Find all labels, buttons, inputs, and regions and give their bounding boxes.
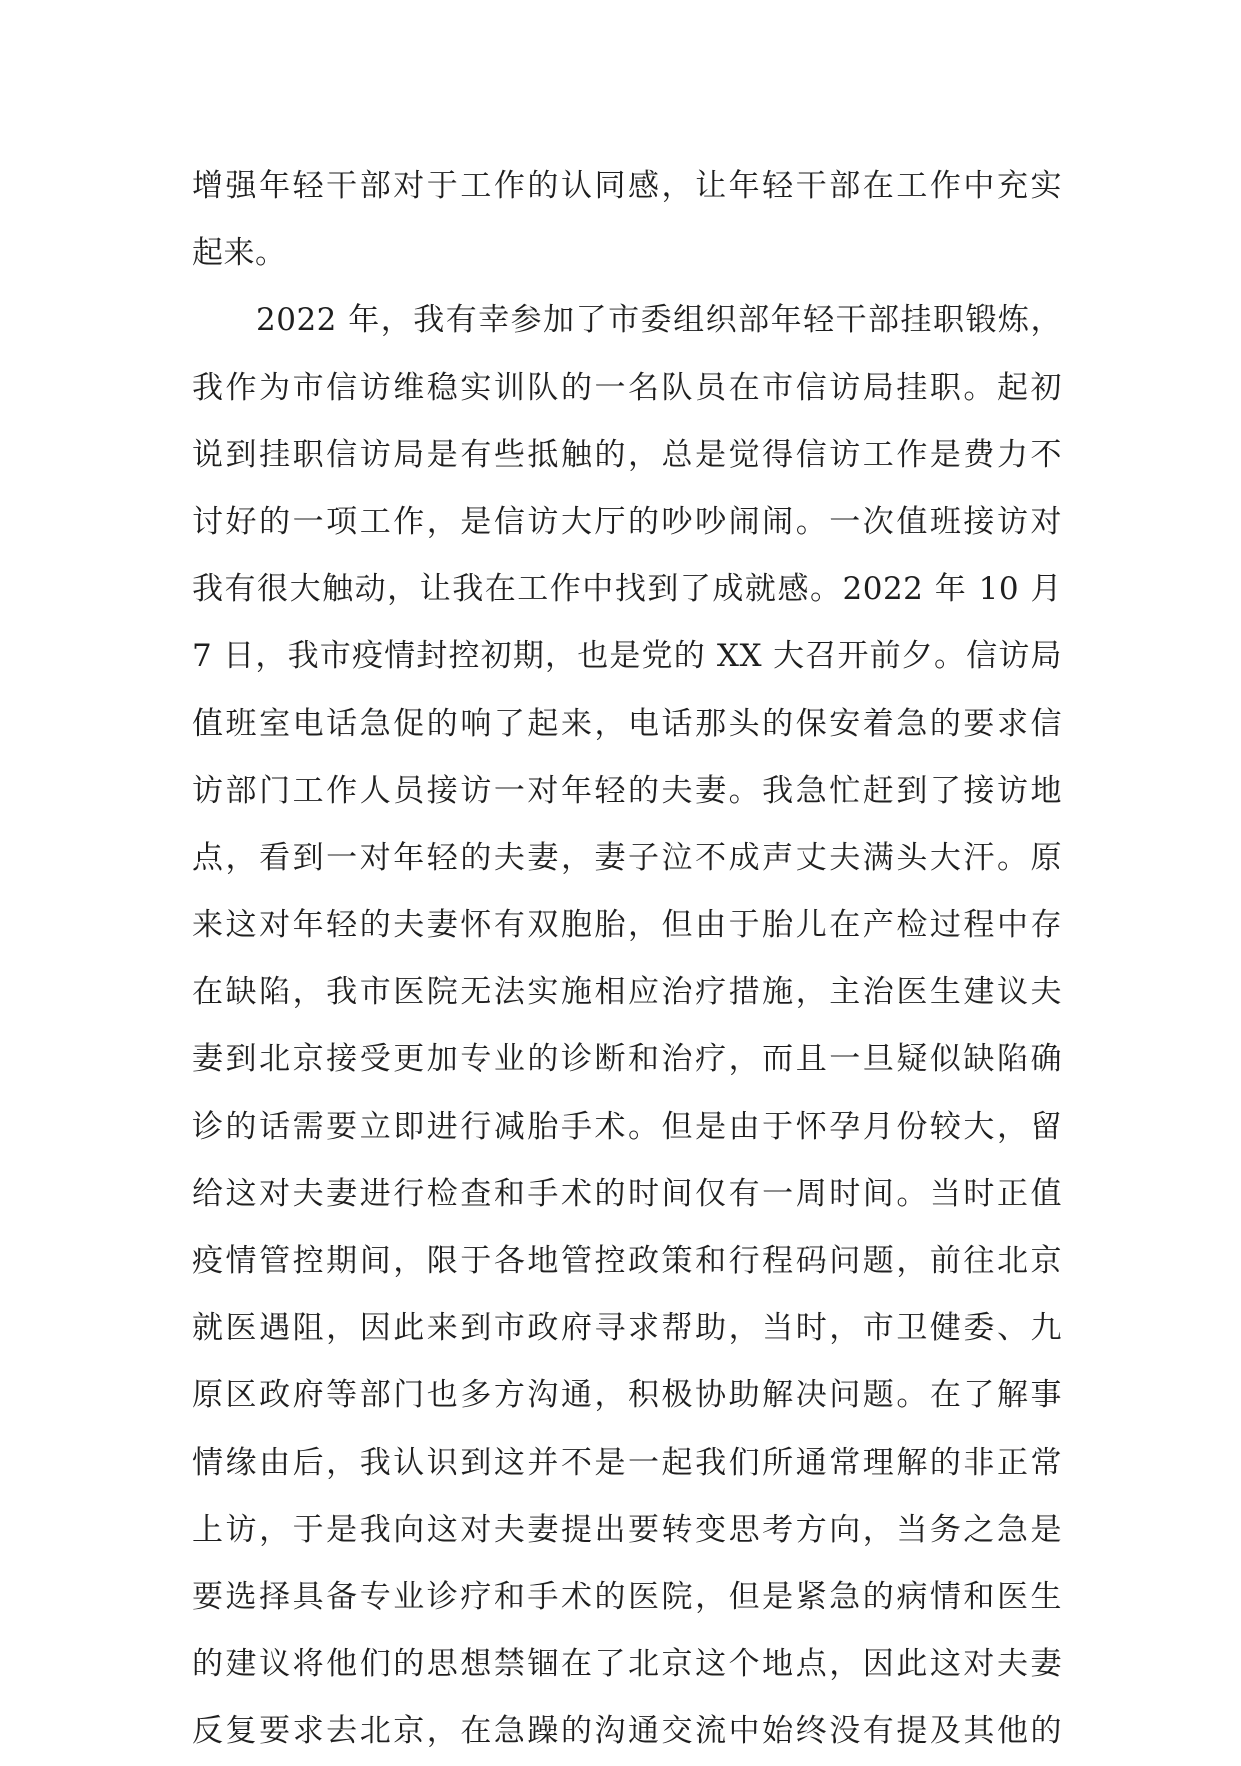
text-line: 给这对夫妻进行检查和手术的时间仅有一周时间。当时正值 — [192, 1175, 1062, 1212]
text-line: 在缺陷，我市医院无法实施相应治疗措施，主治医生建议夫 — [192, 974, 1062, 1011]
text-line: 的建议将他们的思想禁锢在了北京这个地点，因此这对夫妻 — [192, 1646, 1062, 1683]
text-line: 讨好的一项工作，是信访大厅的吵吵闹闹。一次值班接访对 — [192, 503, 1062, 540]
text-line: 值班室电话急促的响了起来，电话那头的保安着急的要求信 — [192, 705, 1062, 742]
text-line: 疫情管控期间，限于各地管控政策和行程码问题，前往北京 — [192, 1243, 1062, 1279]
body-text — [192, 153, 1062, 1766]
text-line: 我作为市信访维稳实训队的一名队员在市信访局挂职。起初 — [192, 369, 1062, 406]
text-line: 增强年轻干部对于工作的认同感，让年轻干部在工作中充实 — [192, 168, 1062, 204]
text-line: 来这对年轻的夫妻怀有双胞胎，但由于胎儿在产检过程中存 — [192, 907, 1062, 944]
text-line: 起来。 — [192, 235, 287, 272]
text-line: 反复要求去北京，在急躁的沟通交流中始终没有提及其他的 — [192, 1713, 1062, 1750]
text-line: 访部门工作人员接访一对年轻的夫妻。我急忙赶到了接访地 — [192, 772, 1062, 809]
text-line: 说到挂职信访局是有些抵触的，总是觉得信访工作是费力不 — [192, 436, 1062, 473]
text-line: 原区政府等部门也多方沟通，积极协助解决问题。在了解事 — [192, 1377, 1062, 1414]
text-line: 情缘由后，我认识到这并不是一起我们所通常理解的非正常 — [192, 1444, 1062, 1481]
text-line: 7 日，我市疫情封控初期，也是党的 XX 大召开前夕。信访局 — [192, 638, 1062, 675]
paragraph-first-line: 2022 年，我有幸参加了市委组织部年轻干部挂职锻炼， — [256, 302, 1062, 339]
text-line: 就医遇阻，因此来到市政府寻求帮助，当时，市卫健委、九 — [192, 1310, 1062, 1347]
text-line: 点，看到一对年轻的夫妻，妻子泣不成声丈夫满头大汗。原 — [192, 839, 1062, 876]
text-line: 我有很大触动，让我在工作中找到了成就感。2022 年 10 月 — [192, 571, 1062, 608]
text-line: 要选择具备专业诊疗和手术的医院，但是紧急的病情和医生 — [192, 1578, 1062, 1615]
text-line: 妻到北京接受更加专业的诊断和治疗，而且一旦疑似缺陷确 — [192, 1041, 1062, 1078]
text-line: 上访，于是我向这对夫妻提出要转变思考方向，当务之急是 — [192, 1511, 1062, 1548]
text-line: 诊的话需要立即进行减胎手术。但是由于怀孕月份较大，留 — [192, 1108, 1062, 1145]
